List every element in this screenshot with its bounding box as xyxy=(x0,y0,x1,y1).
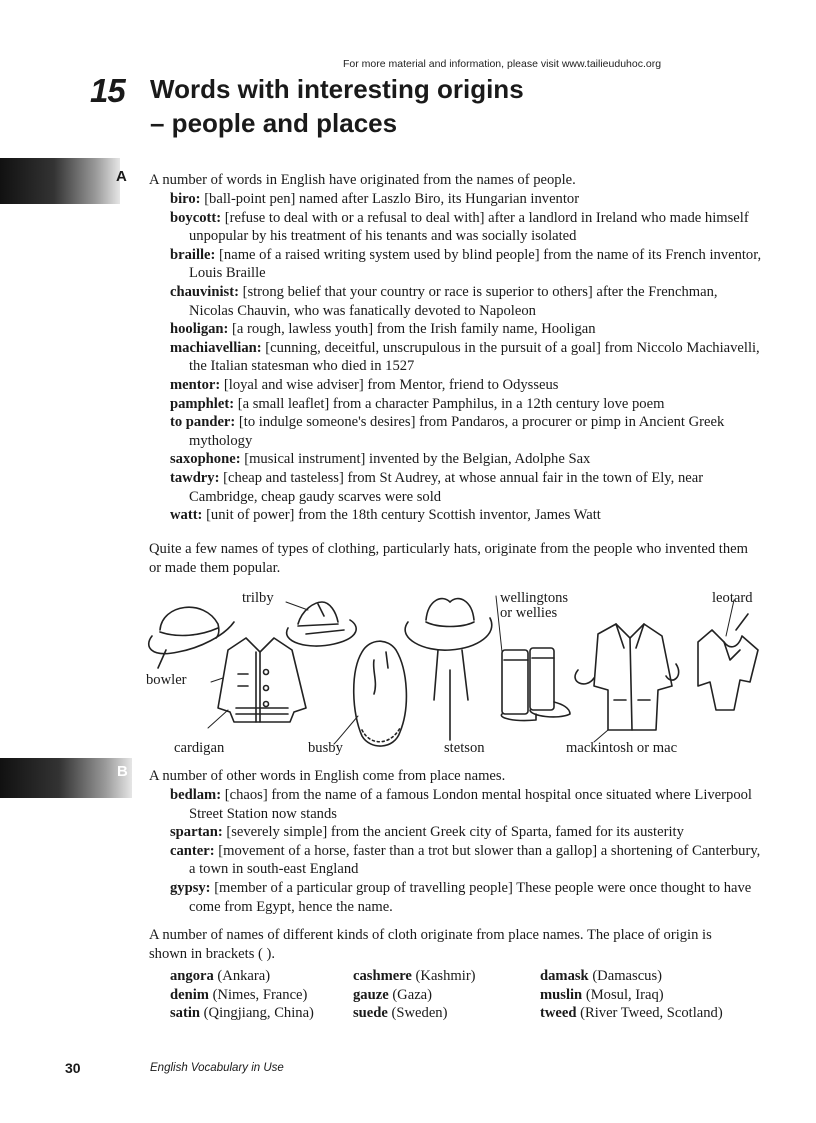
headword: gypsy: xyxy=(170,879,211,896)
cloth-item xyxy=(170,986,314,1005)
definition-entry xyxy=(170,450,765,469)
headword: tawdry: xyxy=(170,469,220,486)
unit-number: 15 xyxy=(90,72,125,109)
cloth-origin: (River Tweed, Scotland) xyxy=(576,1005,723,1022)
definition-entry xyxy=(170,506,765,525)
headword: watt: xyxy=(170,507,203,524)
section-a-tab xyxy=(0,158,120,204)
label-cardigan: cardigan xyxy=(174,740,225,756)
headword: braille: xyxy=(170,246,216,263)
definition-text: [movement of a horse, faster than a trot but slower than a gallop] a shortening of Canterbury, a town in south-east England xyxy=(189,842,761,878)
cloth-word: suede xyxy=(353,1005,388,1022)
clothing-intro: Quite a few names of types of clothing, particularly hats, originate from the people who invented them or made them popular. xyxy=(149,541,748,576)
label-bowler: bowler xyxy=(146,672,187,688)
cloth-word: cashmere xyxy=(353,968,412,984)
section-b-letter: B xyxy=(117,763,128,780)
section-b-tab xyxy=(0,758,132,798)
header-note: For more material and information, please visit www.tailieuduhoc.org xyxy=(343,58,662,70)
cloth-origin: (Kashmir) xyxy=(411,968,476,984)
definition-text: [name of a raised writing system used by blind people] from the name of its French inventor, Louis Braille xyxy=(189,246,762,282)
definition-entry xyxy=(170,842,770,879)
cloth-item xyxy=(170,1004,314,1023)
cloth-column-1 xyxy=(170,967,314,1023)
cloth-word: gauze xyxy=(353,986,389,1003)
cloth-origin: (Sweden) xyxy=(387,1005,448,1022)
unit-title xyxy=(150,72,524,140)
headword: bedlam: xyxy=(170,787,222,803)
cloth-column-3 xyxy=(540,967,723,1023)
cloth-item xyxy=(353,1004,476,1023)
cloth-origin: (Mosul, Iraq) xyxy=(582,986,664,1003)
cloth-origin: (Qingjiang, China) xyxy=(200,1005,314,1022)
cloth-word: tweed xyxy=(540,1005,577,1022)
cardigan-drawing xyxy=(218,638,306,722)
cloth-item xyxy=(540,1004,723,1023)
cloth-intro: A number of names of different kinds of cloth originate from place names. The place of origin is shown in brackets ( ). xyxy=(149,927,712,962)
definition-entry xyxy=(170,786,770,823)
cloth-word: damask xyxy=(540,968,589,984)
definition-entry xyxy=(170,413,765,450)
cloth-item xyxy=(353,986,476,1005)
label-leotard: leotard xyxy=(712,590,753,606)
clothing-illustration xyxy=(138,590,770,765)
cloth-item xyxy=(353,967,476,986)
definition-text: [member of a particular group of travelling people] These people were once thought to have come from Egypt, hence the name. xyxy=(189,879,752,915)
definition-text: [strong belief that your country or race is superior to others] after the Frenchman, Nicolas Chauvin, who was fanatically devoted to Napoleon xyxy=(189,283,718,319)
cloth-item xyxy=(170,967,314,986)
mackintosh-drawing xyxy=(575,624,679,730)
definition-text: [ball-point pen] named after Laszlo Biro, its Hungarian inventor xyxy=(200,191,580,207)
cloth-item xyxy=(540,986,723,1005)
definition-entry xyxy=(170,320,765,339)
cloth-origin: (Damascus) xyxy=(588,968,663,984)
cloth-origin: (Gaza) xyxy=(388,986,433,1003)
cloth-origin: (Ankara) xyxy=(213,968,271,984)
stetson-hat-drawing xyxy=(405,599,492,740)
headword: canter: xyxy=(170,842,215,859)
headword: spartan: xyxy=(170,824,223,841)
headword: chauvinist: xyxy=(170,283,239,300)
bowler-hat-drawing xyxy=(149,607,234,668)
headword: boycott: xyxy=(170,209,222,226)
definition-entry xyxy=(170,879,770,916)
definition-text: [cheap and tasteless] from St Audrey, at whose annual fair in the town of Ely, near Cambridge, cheap gaudy scarves were sold xyxy=(189,469,704,505)
headword: pamphlet: xyxy=(170,395,235,412)
definition-text: [unit of power] from the 18th century Scottish inventor, James Watt xyxy=(202,507,601,524)
headword: machiavellian: xyxy=(170,339,262,356)
label-trilby: trilby xyxy=(242,590,274,606)
label-busby: busby xyxy=(308,740,343,756)
cloth-word: denim xyxy=(170,986,209,1003)
cloth-item xyxy=(540,967,723,986)
headword: biro: xyxy=(170,191,201,207)
definition-text: [a rough, lawless youth] from the Irish family name, Hooligan xyxy=(228,321,596,338)
cloth-word: satin xyxy=(170,1005,201,1022)
definition-entry xyxy=(170,246,765,283)
definition-text: [a small leaflet] from a character Pamphilus, in a 12th century love poem xyxy=(234,395,665,412)
definition-text: [to indulge someone's desires] from Pandaros, a procurer or pimp in Ancient Greek mythology xyxy=(189,414,725,449)
definition-entry xyxy=(170,339,765,376)
definition-entry xyxy=(170,209,765,246)
definition-entry xyxy=(170,823,770,842)
unit-title-line-2: – people and places xyxy=(150,108,398,138)
section-a-letter: A xyxy=(116,168,127,185)
book-title: English Vocabulary in Use xyxy=(150,1062,284,1074)
definition-entry xyxy=(170,469,765,506)
definition-entry xyxy=(170,190,765,209)
label-stetson: stetson xyxy=(444,740,485,756)
clothing-drawings xyxy=(138,590,770,765)
label-wellies: or wellies xyxy=(500,605,558,621)
definition-text: [cunning, deceitful, unscrupulous in the pursuit of a goal] from Niccolo Machiavelli, the Italian statesman who died in 1527 xyxy=(189,339,760,375)
cloth-origin: (Nimes, France) xyxy=(208,986,308,1003)
headword: mentor: xyxy=(170,376,221,393)
definition-text: [refuse to deal with or a refusal to deal with] after a landlord in Ireland who made himself unpopular by his treatment of his tenants and was socially isolated xyxy=(189,209,749,245)
place-words-list xyxy=(170,786,770,916)
trilby-hat-drawing xyxy=(286,602,356,646)
definition-text: [musical instrument] invented by the Belgian, Adolphe Sax xyxy=(240,451,591,468)
headword: hooligan: xyxy=(170,321,229,338)
cloth-word: muslin xyxy=(540,986,583,1003)
cloth-column-2 xyxy=(353,967,476,1023)
section-a-intro: A number of words in English have originated from the names of people. xyxy=(149,172,576,188)
page-number: 30 xyxy=(65,1060,81,1076)
definition-text: [loyal and wise adviser] from Mentor, friend to Odysseus xyxy=(220,376,559,393)
wellington-boots-drawing xyxy=(501,648,570,721)
label-mackintosh: mackintosh or mac xyxy=(566,740,678,756)
cloth-word: angora xyxy=(170,968,214,984)
people-words-list xyxy=(170,190,765,525)
section-b-intro: A number of other words in English come from place names. xyxy=(149,768,506,784)
busby-drawing xyxy=(334,641,406,746)
headword: to pander: xyxy=(170,414,236,431)
definition-entry xyxy=(170,376,765,395)
label-wellingtons: wellingtons xyxy=(500,590,569,606)
definition-text: [severely simple] from the ancient Greek city of Sparta, famed for its austerity xyxy=(222,824,684,841)
definition-entry xyxy=(170,283,765,320)
definition-text: [chaos] from the name of a famous London mental hospital once situated where Liverpool Street Station now stands xyxy=(189,787,752,822)
definition-entry xyxy=(170,395,765,414)
headword: saxophone: xyxy=(170,451,241,468)
unit-title-line-1: Words with interesting origins xyxy=(150,74,524,104)
